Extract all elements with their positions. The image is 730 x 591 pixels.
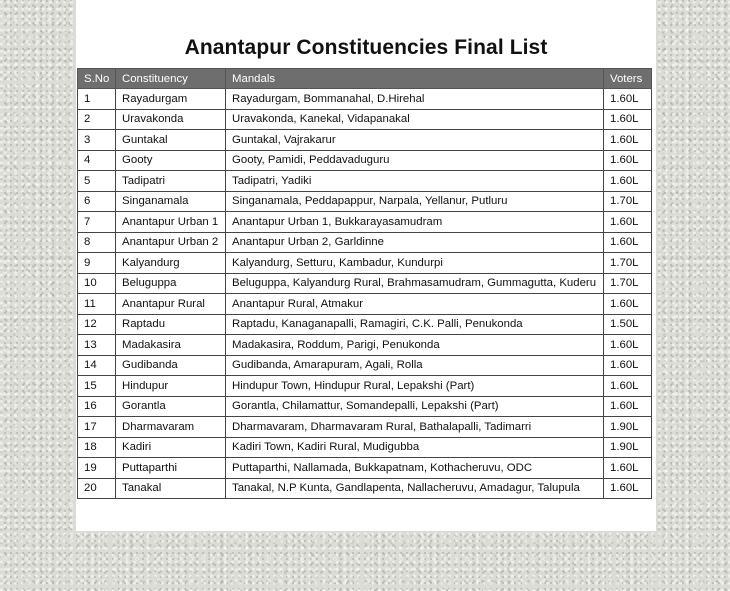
cell-sno: 12	[78, 314, 116, 335]
page-title: Anantapur Constituencies Final List	[184, 36, 548, 59]
cell-sno: 18	[78, 437, 116, 458]
cell-constituency: Anantapur Urban 1	[116, 212, 226, 233]
cell-voters: 1.90L	[604, 437, 652, 458]
cell-voters: 1.60L	[604, 130, 652, 151]
cell-sno: 10	[78, 273, 116, 294]
cell-constituency: Guntakal	[116, 130, 226, 151]
cell-mandals: Anantapur Urban 1, Bukkarayasamudram	[226, 212, 604, 233]
cell-constituency: Raptadu	[116, 314, 226, 335]
cell-mandals: Hindupur Town, Hindupur Rural, Lepakshi (Part)	[226, 376, 604, 397]
cell-sno: 6	[78, 191, 116, 212]
cell-voters: 1.60L	[604, 212, 652, 233]
cell-mandals: Beluguppa, Kalyandurg Rural, Brahmasamudram, Gummagutta, Kuderu	[226, 273, 604, 294]
header-mandals: Mandals	[226, 69, 604, 89]
cell-sno: 1	[78, 89, 116, 110]
cell-constituency: Madakasira	[116, 335, 226, 356]
constituency-table	[77, 68, 652, 499]
cell-voters: 1.60L	[604, 376, 652, 397]
cell-voters: 1.60L	[604, 294, 652, 315]
document-paper	[76, 0, 656, 531]
cell-mandals: Madakasira, Roddum, Parigi, Penukonda	[226, 335, 604, 356]
cell-mandals: Anantapur Rural, Atmakur	[226, 294, 604, 315]
table-row	[78, 273, 652, 294]
cell-mandals: Tadipatri, Yadiki	[226, 171, 604, 192]
table-row	[78, 212, 652, 233]
cell-constituency: Uravakonda	[116, 109, 226, 130]
cell-sno: 9	[78, 253, 116, 274]
cell-sno: 11	[78, 294, 116, 315]
table-row	[78, 458, 652, 479]
cell-mandals: Dharmavaram, Dharmavaram Rural, Bathalapalli, Tadimarri	[226, 417, 604, 438]
cell-mandals: Singanamala, Peddapappur, Narpala, Yellanur, Putluru	[226, 191, 604, 212]
cell-sno: 16	[78, 396, 116, 417]
table-row	[78, 171, 652, 192]
cell-voters: 1.60L	[604, 109, 652, 130]
cell-mandals: Kalyandurg, Setturu, Kambadur, Kundurpi	[226, 253, 604, 274]
cell-sno: 13	[78, 335, 116, 356]
cell-sno: 7	[78, 212, 116, 233]
cell-voters: 1.60L	[604, 396, 652, 417]
table-row	[78, 232, 652, 253]
cell-mandals: Kadiri Town, Kadiri Rural, Mudigubba	[226, 437, 604, 458]
cell-constituency: Gudibanda	[116, 355, 226, 376]
cell-voters: 1.60L	[604, 171, 652, 192]
table-body	[78, 89, 652, 499]
cell-voters: 1.60L	[604, 335, 652, 356]
table-header	[78, 69, 652, 89]
cell-constituency: Gorantla	[116, 396, 226, 417]
cell-voters: 1.60L	[604, 478, 652, 499]
table-row	[78, 396, 652, 417]
header-constituency: Constituency	[116, 69, 226, 89]
table-row	[78, 191, 652, 212]
table-row	[78, 417, 652, 438]
cell-constituency: Tadipatri	[116, 171, 226, 192]
cell-voters: 1.60L	[604, 150, 652, 171]
cell-mandals: Gudibanda, Amarapuram, Agali, Rolla	[226, 355, 604, 376]
cell-sno: 15	[78, 376, 116, 397]
cell-voters: 1.70L	[604, 273, 652, 294]
header-voters: Voters	[604, 69, 652, 89]
table-row	[78, 335, 652, 356]
cell-mandals: Puttaparthi, Nallamada, Bukkapatnam, Kothacheruvu, ODC	[226, 458, 604, 479]
table-row	[78, 150, 652, 171]
header-sno: S.No	[78, 69, 116, 89]
cell-voters: 1.60L	[604, 458, 652, 479]
cell-mandals: Anantapur Urban 2, Garldinne	[226, 232, 604, 253]
cell-voters: 1.60L	[604, 89, 652, 110]
cell-constituency: Beluguppa	[116, 273, 226, 294]
cell-voters: 1.50L	[604, 314, 652, 335]
cell-sno: 5	[78, 171, 116, 192]
cell-voters: 1.90L	[604, 417, 652, 438]
cell-constituency: Anantapur Rural	[116, 294, 226, 315]
cell-constituency: Rayadurgam	[116, 89, 226, 110]
cell-voters: 1.60L	[604, 355, 652, 376]
cell-sno: 20	[78, 478, 116, 499]
table-row	[78, 89, 652, 110]
cell-constituency: Kalyandurg	[116, 253, 226, 274]
cell-constituency: Tanakal	[116, 478, 226, 499]
table-row	[78, 130, 652, 151]
cell-sno: 4	[78, 150, 116, 171]
cell-mandals: Raptadu, Kanaganapalli, Ramagiri, C.K. Palli, Penukonda	[226, 314, 604, 335]
cell-constituency: Kadiri	[116, 437, 226, 458]
cell-mandals: Guntakal, Vajrakarur	[226, 130, 604, 151]
header-row	[78, 69, 652, 89]
cell-mandals: Uravakonda, Kanekal, Vidapanakal	[226, 109, 604, 130]
cell-sno: 19	[78, 458, 116, 479]
cell-mandals: Gorantla, Chilamattur, Somandepalli, Lepakshi (Part)	[226, 396, 604, 417]
cell-constituency: Gooty	[116, 150, 226, 171]
table-row	[78, 478, 652, 499]
cell-constituency: Hindupur	[116, 376, 226, 397]
table-row	[78, 437, 652, 458]
cell-mandals: Rayadurgam, Bommanahal, D.Hirehal	[226, 89, 604, 110]
table-row	[78, 253, 652, 274]
cell-sno: 14	[78, 355, 116, 376]
table-row	[78, 376, 652, 397]
cell-constituency: Singanamala	[116, 191, 226, 212]
table-row	[78, 314, 652, 335]
table-row	[78, 109, 652, 130]
cell-constituency: Dharmavaram	[116, 417, 226, 438]
cell-voters: 1.70L	[604, 191, 652, 212]
cell-mandals: Tanakal, N.P Kunta, Gandlapenta, Nallacheruvu, Amadagur, Talupula	[226, 478, 604, 499]
cell-constituency: Puttaparthi	[116, 458, 226, 479]
cell-sno: 8	[78, 232, 116, 253]
table-row	[78, 294, 652, 315]
cell-voters: 1.70L	[604, 253, 652, 274]
cell-sno: 2	[78, 109, 116, 130]
cell-voters: 1.60L	[604, 232, 652, 253]
table-row	[78, 355, 652, 376]
cell-sno: 3	[78, 130, 116, 151]
cell-constituency: Anantapur Urban 2	[116, 232, 226, 253]
cell-sno: 17	[78, 417, 116, 438]
cell-mandals: Gooty, Pamidi, Peddavaduguru	[226, 150, 604, 171]
